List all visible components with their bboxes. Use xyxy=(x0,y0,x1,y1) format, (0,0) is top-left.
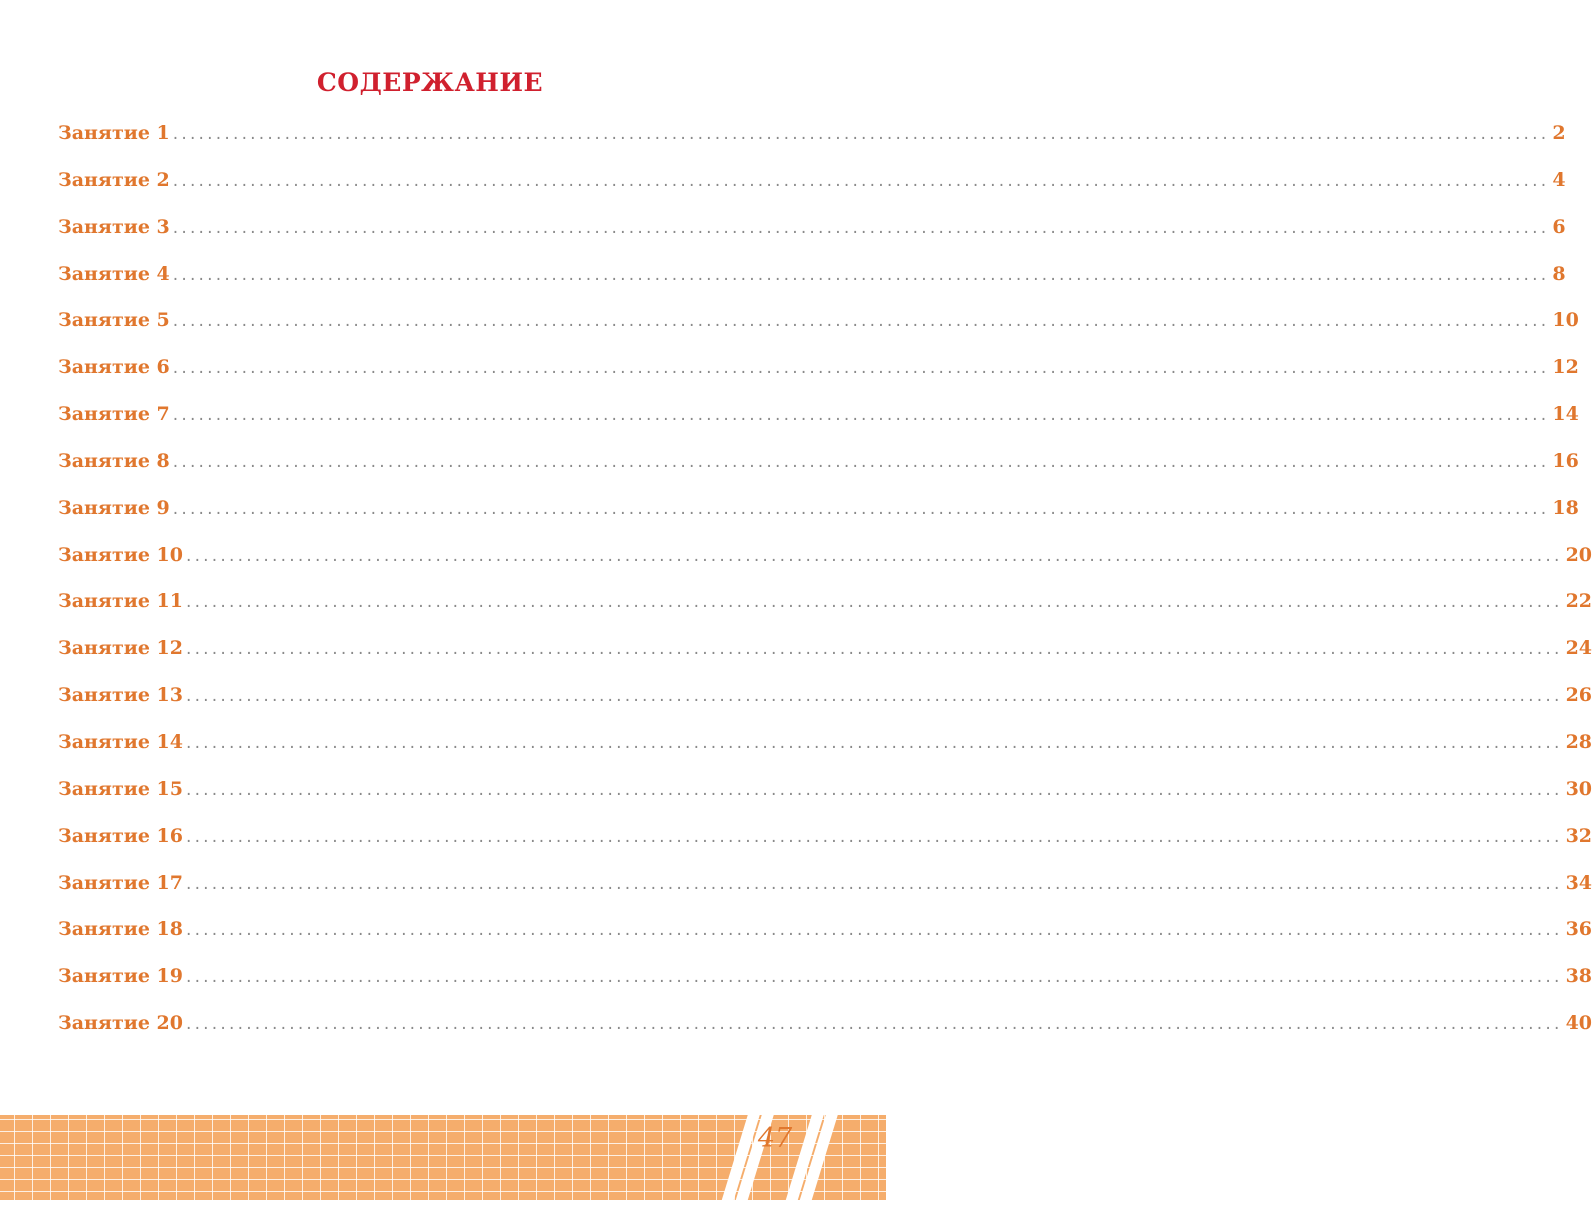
toc-entry xyxy=(58,443,1579,490)
toc-entry-label: Занятие 1 xyxy=(58,122,170,144)
toc-entry-page: 24 xyxy=(1565,637,1592,660)
toc-entry-label: Занятие 6 xyxy=(58,356,170,379)
toc-dot-leader: ................................................................................................................................................................ xyxy=(172,124,1550,144)
toc-entry xyxy=(58,1005,1592,1052)
toc-entry-label: Занятие 11 xyxy=(58,590,183,613)
toc-entry xyxy=(58,771,1592,818)
toc-dot-leader: ................................................................................................................................................................ xyxy=(185,779,1563,800)
toc-entry-page: 28 xyxy=(1565,730,1592,753)
toc-dot-leader: ................................................................................................................................................................ xyxy=(172,311,1550,332)
page-title: СОДЕРЖАНИЕ xyxy=(316,68,544,97)
toc-entry xyxy=(58,162,1566,209)
table-of-contents xyxy=(58,115,1592,1052)
toc-entry xyxy=(58,349,1579,396)
toc-entry xyxy=(58,115,1566,162)
toc-entry-page: 34 xyxy=(1565,871,1592,894)
toc-entry-page: 10 xyxy=(1552,309,1579,332)
toc-entry-page: 16 xyxy=(1552,449,1579,472)
toc-dot-leader: ................................................................................................................................................................ xyxy=(172,451,1550,472)
toc-entry xyxy=(58,958,1592,1005)
toc-entry-label: Занятие 14 xyxy=(58,730,183,753)
toc-entry-page: 38 xyxy=(1565,965,1592,988)
toc-entry-label: Занятие 10 xyxy=(58,543,183,566)
toc-dot-leader: ................................................................................................................................................................ xyxy=(172,170,1550,191)
toc-dot-leader: ................................................................................................................................................................ xyxy=(185,592,1563,613)
toc-entry xyxy=(58,630,1592,677)
toc-entry-page: 2 xyxy=(1552,122,1566,144)
toc-entry xyxy=(58,583,1592,630)
toc-entry-label: Занятие 2 xyxy=(58,168,170,191)
toc-entry-label: Занятие 18 xyxy=(58,918,183,941)
toc-dot-leader: ................................................................................................................................................................ xyxy=(185,686,1563,707)
toc-entry-page: 32 xyxy=(1565,824,1592,847)
toc-dot-leader: ................................................................................................................................................................ xyxy=(185,873,1563,894)
toc-entry-label: Занятие 8 xyxy=(58,449,170,472)
toc-entry xyxy=(58,724,1592,771)
toc-entry-page: 26 xyxy=(1565,684,1592,707)
page-number: 47 xyxy=(757,1123,793,1154)
toc-entry-page: 12 xyxy=(1552,356,1579,379)
toc-dot-leader: ................................................................................................................................................................ xyxy=(172,405,1550,426)
toc-entry-page: 18 xyxy=(1552,496,1579,519)
toc-entry xyxy=(58,865,1592,912)
toc-dot-leader: ................................................................................................................................................................ xyxy=(172,264,1550,285)
toc-dot-leader: ................................................................................................................................................................ xyxy=(172,217,1550,238)
toc-entry-label: Занятие 13 xyxy=(58,684,183,707)
toc-entry-label: Занятие 15 xyxy=(58,777,183,800)
toc-entry xyxy=(58,302,1579,349)
toc-entry-page: 4 xyxy=(1552,168,1566,191)
toc-entry-page: 22 xyxy=(1565,590,1592,613)
toc-entry xyxy=(58,818,1592,865)
toc-entry-label: Занятие 5 xyxy=(58,309,170,332)
toc-entry-page: 6 xyxy=(1552,215,1566,238)
toc-entry-label: Занятие 19 xyxy=(58,965,183,988)
toc-entry xyxy=(58,911,1592,958)
toc-entry-page: 30 xyxy=(1565,777,1592,800)
toc-entry-page: 8 xyxy=(1552,262,1566,285)
toc-dot-leader: ................................................................................................................................................................ xyxy=(172,498,1550,519)
toc-dot-leader: ................................................................................................................................................................ xyxy=(185,967,1563,988)
toc-entry xyxy=(58,537,1592,584)
toc-entry-label: Занятие 9 xyxy=(58,496,170,519)
toc-entry-page: 40 xyxy=(1565,1012,1592,1035)
toc-entry-page: 14 xyxy=(1552,403,1579,426)
toc-dot-leader: ................................................................................................................................................................ xyxy=(172,358,1550,379)
toc-dot-leader: ................................................................................................................................................................ xyxy=(185,1014,1563,1035)
toc-entry-page: 20 xyxy=(1565,543,1592,566)
toc-entry-label: Занятие 3 xyxy=(58,215,170,238)
toc-entry xyxy=(58,209,1566,256)
toc-entry-label: Занятие 17 xyxy=(58,871,183,894)
toc-entry-page: 36 xyxy=(1565,918,1592,941)
toc-entry xyxy=(58,490,1579,537)
toc-dot-leader: ................................................................................................................................................................ xyxy=(185,920,1563,941)
toc-entry xyxy=(58,256,1566,303)
toc-entry-label: Занятие 20 xyxy=(58,1012,183,1035)
toc-entry-label: Занятие 12 xyxy=(58,637,183,660)
toc-dot-leader: ................................................................................................................................................................ xyxy=(185,826,1563,847)
toc-dot-leader: ................................................................................................................................................................ xyxy=(185,732,1563,753)
toc-entry xyxy=(58,396,1579,443)
toc-entry-label: Занятие 16 xyxy=(58,824,183,847)
toc-dot-leader: ................................................................................................................................................................ xyxy=(185,545,1563,566)
toc-entry-label: Занятие 4 xyxy=(58,262,170,285)
toc-dot-leader: ................................................................................................................................................................ xyxy=(185,639,1563,660)
toc-entry-label: Занятие 7 xyxy=(58,403,170,426)
toc-entry xyxy=(58,677,1592,724)
